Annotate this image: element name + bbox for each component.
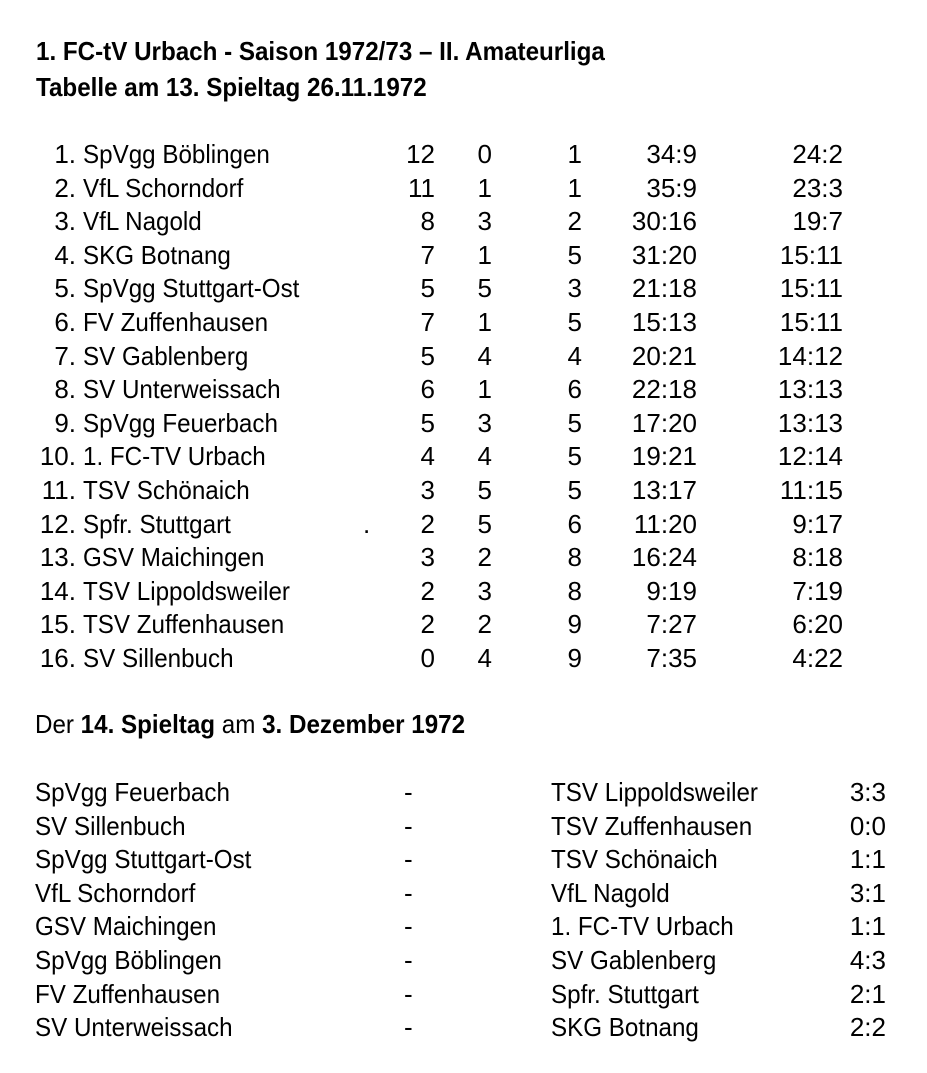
team-name: 1. FC-TV Urbach	[83, 441, 266, 472]
next-round-date: 3. Dezember 1972	[262, 709, 466, 739]
losses: 4	[567, 340, 582, 371]
goal-ratio: 16:24	[631, 542, 697, 573]
table-row	[0, 204, 927, 238]
match-row	[0, 809, 927, 843]
team-name: SpVgg Feuerbach	[83, 407, 278, 438]
page-subtitle: Tabelle am 13. Spieltag 26.11.1972	[36, 72, 427, 102]
away-team: Spfr. Stuttgart	[551, 978, 699, 1009]
home-team: FV Zuffenhausen	[35, 978, 221, 1009]
team-name: GSV Maichingen	[83, 542, 265, 573]
goal-ratio: 34:9	[646, 139, 697, 169]
team-name: SV Sillenbuch	[83, 643, 234, 673]
match-score: 1:1	[849, 911, 886, 942]
draws: 4	[477, 643, 492, 673]
points: 19:7	[792, 206, 843, 237]
match-separator: -	[404, 777, 413, 807]
table-rank: 15.	[39, 609, 76, 640]
goal-ratio: 21:18	[631, 273, 697, 304]
goal-ratio: 22:18	[631, 374, 697, 405]
goal-ratio: 7:35	[646, 643, 697, 673]
home-team: SV Unterweissach	[35, 1012, 233, 1043]
draws: 5	[477, 273, 492, 304]
match-separator: -	[404, 1012, 413, 1043]
draws: 4	[477, 441, 492, 472]
match-separator: -	[404, 844, 413, 875]
team-name: SV Gablenberg	[83, 340, 249, 371]
table-rank: 7.	[54, 340, 76, 371]
losses: 9	[567, 643, 582, 673]
table-rank: 9.	[54, 407, 76, 438]
team-name: VfL Schorndorf	[83, 172, 244, 203]
away-team: SKG Botnang	[551, 1012, 699, 1043]
table-row	[0, 238, 927, 272]
match-row	[0, 943, 927, 977]
wins: 6	[420, 374, 435, 405]
team-name: TSV Zuffenhausen	[83, 609, 285, 640]
losses: 1	[567, 172, 582, 203]
wins: 4	[420, 441, 435, 472]
losses: 8	[567, 575, 582, 606]
goal-ratio: 7:27	[646, 609, 697, 640]
draws: 1	[477, 239, 492, 270]
draws: 0	[477, 139, 492, 169]
table-row	[0, 271, 927, 305]
match-row	[0, 842, 927, 876]
goal-ratio: 9:19	[646, 575, 697, 606]
table-row	[0, 574, 927, 608]
match-row	[0, 775, 927, 809]
points: 8:18	[792, 542, 843, 573]
goal-ratio: 15:13	[631, 307, 697, 337]
goal-ratio: 31:20	[631, 239, 697, 270]
table-rank: 6.	[54, 307, 76, 337]
match-separator: -	[404, 810, 413, 841]
table-rank: 1.	[54, 139, 76, 169]
wins: 11	[408, 172, 435, 203]
team-name: SV Unterweissach	[83, 374, 281, 405]
table-rank: 5.	[54, 273, 76, 304]
draws: 3	[477, 575, 492, 606]
points: 23:3	[792, 172, 843, 203]
wins: 2	[420, 575, 435, 606]
table-row	[0, 641, 927, 675]
home-team: SpVgg Böblingen	[35, 945, 222, 975]
team-name: SpVgg Stuttgart-Ost	[83, 273, 300, 304]
draws: 3	[477, 206, 492, 237]
points: 14:12	[777, 340, 843, 371]
team-name: TSV Lippoldsweiler	[83, 575, 290, 606]
wins: 3	[420, 475, 435, 505]
match-separator: -	[404, 978, 413, 1009]
points: 15:11	[779, 273, 843, 304]
match-separator: -	[404, 911, 413, 942]
draws: 5	[477, 475, 492, 505]
wins: 3	[420, 542, 435, 573]
team-name: FV Zuffenhausen	[83, 307, 269, 337]
losses: 8	[567, 542, 582, 573]
wins: 7	[420, 307, 435, 337]
home-team: VfL Schorndorf	[35, 877, 196, 908]
table-mark: .	[363, 508, 371, 539]
team-name: Spfr. Stuttgart	[83, 508, 231, 539]
match-separator: -	[404, 877, 413, 908]
wins: 2	[420, 508, 435, 539]
wins: 5	[420, 407, 435, 438]
points: 9:17	[792, 508, 843, 539]
table-rank: 11.	[41, 475, 76, 505]
losses: 5	[567, 239, 582, 270]
goal-ratio: 13:17	[631, 475, 697, 505]
table-row	[0, 372, 927, 406]
goal-ratio: 20:21	[631, 340, 697, 371]
table-row	[0, 305, 927, 339]
table-row	[0, 439, 927, 473]
draws: 2	[477, 609, 492, 640]
draws: 5	[477, 508, 492, 539]
match-row	[0, 909, 927, 943]
wins: 5	[420, 340, 435, 371]
goal-ratio: 19:21	[631, 441, 697, 472]
wins: 5	[420, 273, 435, 304]
team-name: SKG Botnang	[83, 239, 231, 270]
next-round-prefix: Der	[35, 709, 81, 739]
goal-ratio: 11:20	[633, 508, 697, 539]
losses: 5	[567, 475, 582, 505]
next-round-middle: am	[215, 709, 263, 739]
match-score: 2:2	[849, 1012, 886, 1043]
next-round-number: 14. Spieltag	[80, 709, 216, 739]
wins: 12	[406, 139, 435, 169]
table-rank: 10.	[39, 441, 76, 472]
losses: 3	[567, 273, 582, 304]
match-separator: -	[404, 945, 413, 975]
match-row	[0, 1010, 927, 1044]
team-name: SpVgg Böblingen	[83, 139, 270, 169]
table-row	[0, 171, 927, 205]
home-team: SpVgg Feuerbach	[35, 777, 230, 807]
goal-ratio: 30:16	[631, 206, 697, 237]
wins: 0	[420, 643, 435, 673]
wins: 2	[420, 609, 435, 640]
draws: 1	[477, 172, 492, 203]
wins: 7	[420, 239, 435, 270]
points: 15:11	[779, 307, 843, 337]
table-rank: 14.	[39, 575, 76, 606]
losses: 6	[567, 374, 582, 405]
losses: 6	[567, 508, 582, 539]
goal-ratio: 17:20	[631, 407, 697, 438]
points: 11:15	[779, 475, 843, 505]
table-row	[0, 406, 927, 440]
draws: 2	[477, 542, 492, 573]
match-score: 4:3	[849, 945, 886, 975]
points: 13:13	[777, 374, 843, 405]
points: 12:14	[777, 441, 843, 472]
table-row	[0, 473, 927, 507]
away-team: TSV Lippoldsweiler	[551, 777, 758, 807]
points: 13:13	[777, 407, 843, 438]
points: 15:11	[779, 239, 843, 270]
table-rank: 4.	[54, 239, 76, 270]
draws: 3	[477, 407, 492, 438]
away-team: TSV Zuffenhausen	[551, 810, 753, 841]
draws: 4	[477, 340, 492, 371]
points: 6:20	[792, 609, 843, 640]
goal-ratio: 35:9	[646, 172, 697, 203]
table-row	[0, 540, 927, 574]
away-team: 1. FC-TV Urbach	[551, 911, 734, 942]
page-title: 1. FC-tV Urbach - Saison 1972/73 – II. Amateurliga	[36, 36, 605, 66]
home-team: SV Sillenbuch	[35, 810, 186, 841]
table-row	[0, 507, 927, 541]
next-round-heading	[35, 711, 465, 737]
match-score: 2:1	[849, 978, 886, 1009]
team-name: VfL Nagold	[83, 206, 202, 237]
match-row	[0, 876, 927, 910]
points: 4:22	[792, 643, 843, 673]
draws: 1	[477, 374, 492, 405]
table-row	[0, 339, 927, 373]
team-name: TSV Schönaich	[83, 475, 250, 505]
table-row	[0, 137, 927, 171]
home-team: SpVgg Stuttgart-Ost	[35, 844, 252, 875]
table-rank: 2.	[54, 172, 76, 203]
losses: 5	[567, 441, 582, 472]
match-score: 0:0	[849, 810, 886, 841]
losses: 9	[567, 609, 582, 640]
table-rank: 8.	[54, 374, 76, 405]
table-rank: 12.	[39, 508, 76, 539]
table-row	[0, 607, 927, 641]
match-score: 1:1	[849, 844, 886, 875]
table-rank: 16.	[39, 643, 76, 673]
match-score: 3:1	[849, 877, 886, 908]
table-rank: 13.	[39, 542, 76, 573]
losses: 5	[567, 307, 582, 337]
draws: 1	[477, 307, 492, 337]
match-score: 3:3	[849, 777, 886, 807]
away-team: SV Gablenberg	[551, 945, 717, 975]
away-team: VfL Nagold	[551, 877, 670, 908]
wins: 8	[420, 206, 435, 237]
losses: 1	[567, 139, 582, 169]
losses: 2	[567, 206, 582, 237]
home-team: GSV Maichingen	[35, 911, 217, 942]
table-rank: 3.	[54, 206, 76, 237]
match-row	[0, 977, 927, 1011]
points: 7:19	[792, 575, 843, 606]
losses: 5	[567, 407, 582, 438]
points: 24:2	[792, 139, 843, 169]
away-team: TSV Schönaich	[551, 844, 718, 875]
